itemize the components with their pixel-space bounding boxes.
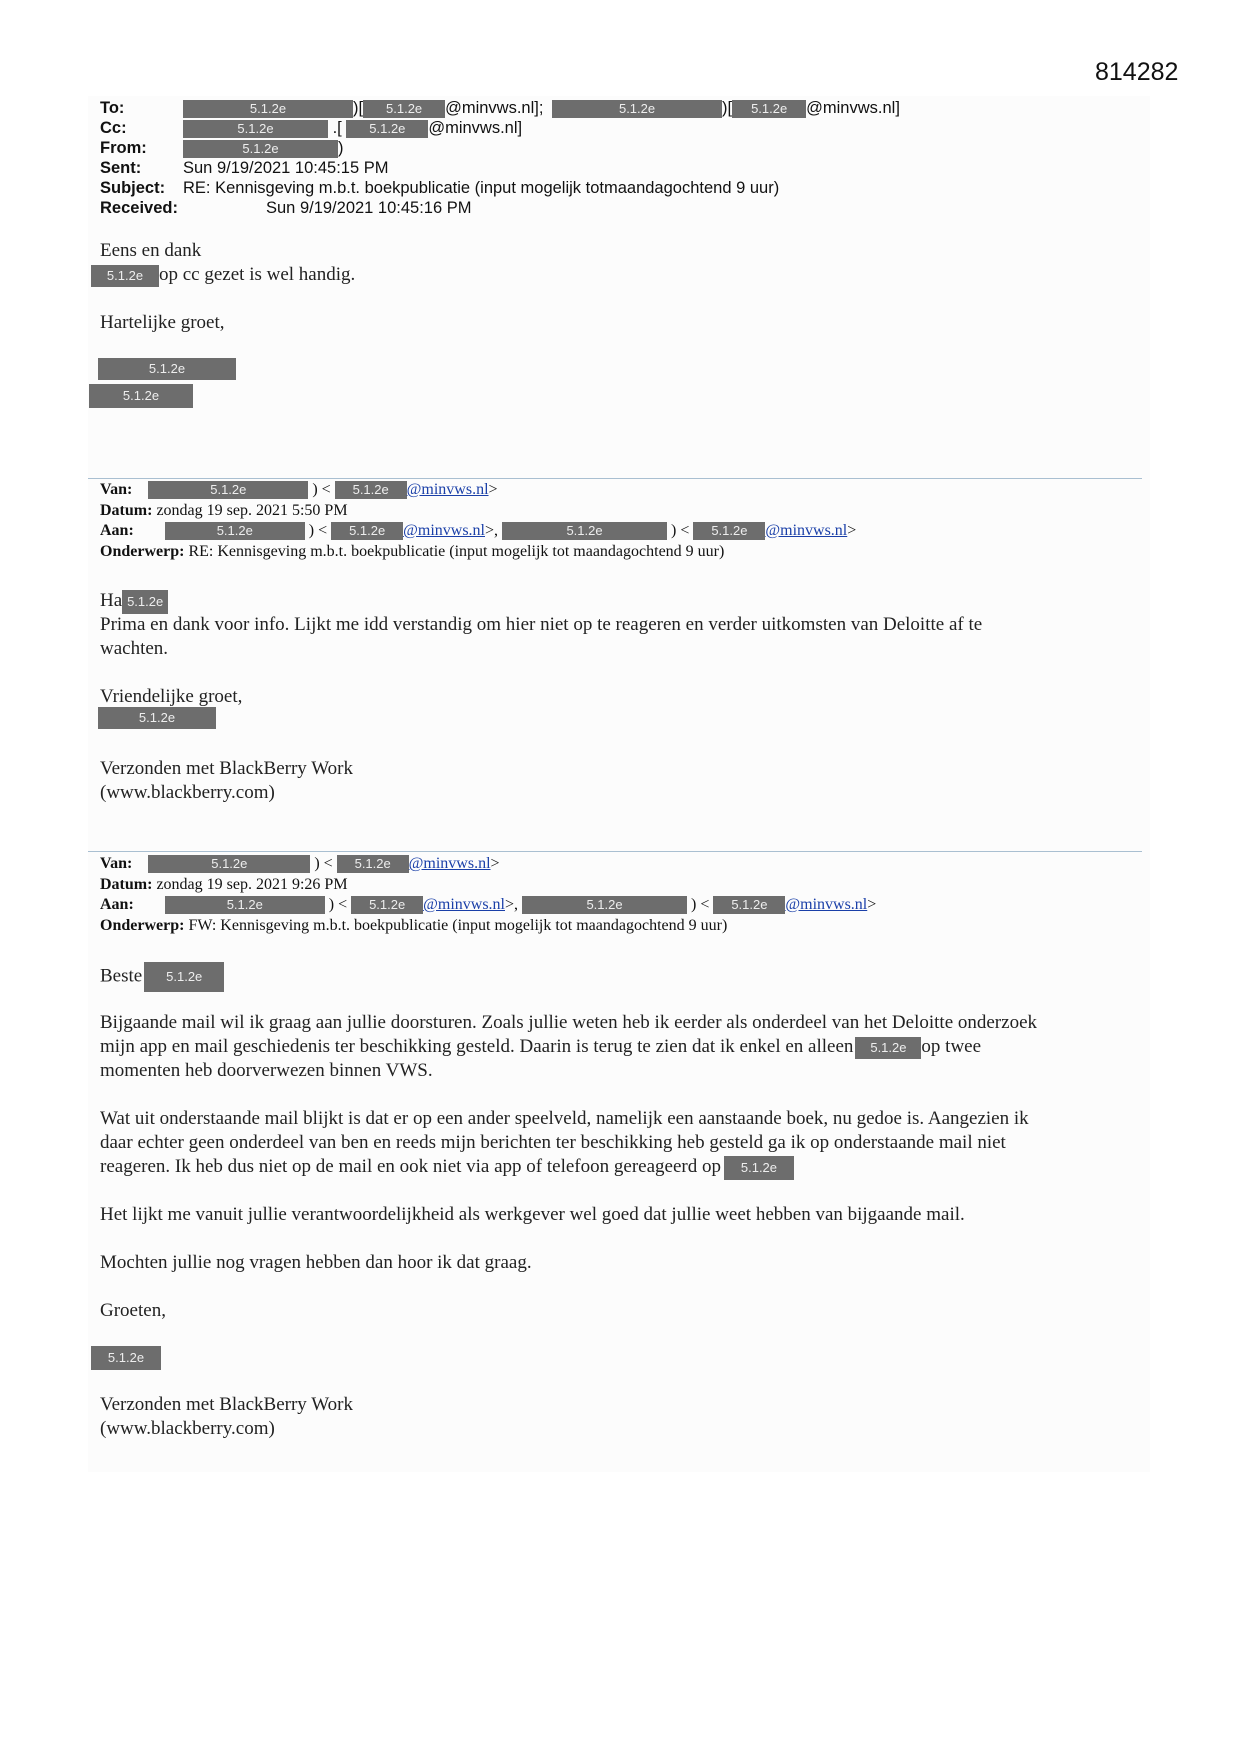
redaction-block: 5.1.2e — [98, 707, 216, 729]
signature-link: (www.blackberry.com) — [100, 1418, 275, 1439]
redaction-block: 5.1.2e — [732, 100, 806, 118]
cc-row: Cc: 5.1.2e .[ 5.1.2e @minvws.nl] — [100, 119, 523, 137]
redaction-block: 5.1.2e — [122, 590, 168, 614]
redaction-block: 5.1.2e — [724, 1156, 794, 1180]
message-line: mijn app en mail geschiedenis ter beschikking gesteld. Daarin is terug te zien dat ik enkel en alleen 5.1.2e op twee — [100, 1036, 982, 1057]
quote-van-row: Van: 5.1.2e ) < 5.1.2e @minvws.nl> — [100, 481, 498, 498]
message-line: Beste 5.1.2e — [100, 962, 224, 992]
message-line: 5.1.2e op cc gezet is wel handig. — [91, 263, 355, 287]
sent-label: Sent: — [100, 159, 142, 177]
redaction-block: 5.1.2e — [713, 896, 785, 914]
sent-row — [100, 158, 1100, 178]
received-label: Received: — [100, 199, 178, 217]
message-line: Wat uit onderstaande mail blijkt is dat er op een ander speelveld, namelijk een aanstaande boek, nu gedoe is. Aangezien ik — [100, 1108, 1029, 1129]
redaction-block: 5.1.2e — [335, 481, 407, 499]
received-row — [100, 198, 1100, 218]
message-line: reageren. Ik heb dus niet op de mail en ook niet via app of telefoon gereageerd op 5.1.2e — [100, 1155, 1140, 1180]
quote-van-row: Van: 5.1.2e ) < 5.1.2e @minvws.nl> — [100, 855, 500, 872]
redaction-block: 5.1.2e — [89, 384, 193, 408]
to-row: To: 5.1.2e )[ 5.1.2e @minvws.nl]; 5.1.2e )[ 5.1.2e @minvws.nl] — [100, 99, 900, 117]
redaction-block: 5.1.2e — [91, 1346, 161, 1370]
subject-value: RE: Kennisgeving m.b.t. boekpublicatie (input mogelijk totmaandagochtend 9 uur) — [183, 179, 780, 197]
closing: Groeten, — [100, 1300, 166, 1321]
message-line: Mochten jullie nog vragen hebben dan hoor ik dat graag. — [100, 1252, 532, 1273]
message-line: Prima en dank voor info. Lijkt me idd verstandig om hier niet op te reageren en verder uitkomsten van Deloitte af te — [100, 614, 983, 635]
redaction-block: 5.1.2e — [522, 896, 687, 914]
redaction-block: 5.1.2e — [331, 522, 403, 540]
redaction-block: 5.1.2e — [693, 522, 765, 540]
separator — [88, 851, 1142, 852]
redaction-block: 5.1.2e — [165, 522, 305, 540]
redaction-block: 5.1.2e — [855, 1037, 921, 1059]
quote-aan-row: Aan: 5.1.2e ) < 5.1.2e @minvws.nl>, 5.1.2e ) < 5.1.2e @minvws.nl> — [100, 896, 877, 913]
redaction-block: 5.1.2e — [337, 855, 409, 873]
quote-onderwerp-row: Onderwerp: RE: Kennisgeving m.b.t. boekpublicatie (input mogelijk tot maandagochtend 9 uur) — [100, 543, 725, 560]
redaction-block: 5.1.2e — [98, 358, 236, 380]
cc-domain: @minvws.nl] — [428, 119, 523, 137]
redaction-block: 5.1.2e — [183, 120, 328, 138]
cc-label: Cc: — [100, 119, 127, 137]
subject-label: Subject: — [100, 179, 166, 197]
redaction-block: 5.1.2e — [144, 962, 224, 992]
signature-link: (www.blackberry.com) — [100, 782, 275, 803]
redaction-block: 5.1.2e — [363, 100, 445, 118]
redaction-block: 5.1.2e — [91, 265, 159, 287]
message-line: momenten heb doorverwezen binnen VWS. — [100, 1060, 433, 1081]
message-line: Ha 5.1.2e — [100, 589, 168, 614]
redaction-block: 5.1.2e — [346, 120, 428, 138]
email-link[interactable]: @minvws.nl — [765, 522, 848, 539]
greeting: Hartelijke groet, — [100, 312, 225, 333]
message-line: daar echter geen onderdeel van ben en reeds mijn berichten ter beschikking heb gesteld ga ik op onderstaande mail niet — [100, 1132, 1006, 1153]
quote-onderwerp-row: Onderwerp: FW: Kennisgeving m.b.t. boekpublicatie (input mogelijk tot maandagochtend 9 uur) — [100, 917, 728, 934]
to-domain: @minvws.nl]; — [445, 99, 544, 117]
document-number: 814282 — [1095, 58, 1179, 86]
to-label: To: — [100, 99, 125, 117]
quote-aan-row: Aan: 5.1.2e ) < 5.1.2e @minvws.nl>, 5.1.2e ) < 5.1.2e @minvws.nl> — [100, 522, 857, 539]
email-link[interactable]: @minvws.nl — [785, 896, 868, 913]
email-link[interactable]: @minvws.nl — [403, 522, 485, 539]
message-line: Eens en dank — [100, 240, 202, 261]
redaction-block: 5.1.2e — [502, 522, 667, 540]
from-row: From: 5.1.2e ) — [100, 139, 344, 157]
message-line: Bijgaande mail wil ik graag aan jullie doorsturen. Zoals jullie weten heb ik eerder als onderdeel van het Deloitte onderzoek — [100, 1012, 1038, 1033]
signature-line: Verzonden met BlackBerry Work — [100, 1394, 353, 1415]
to-domain: @minvws.nl] — [806, 99, 900, 117]
email-link[interactable]: @minvws.nl — [423, 896, 505, 913]
subject-row — [100, 178, 1100, 198]
signature-line: Verzonden met BlackBerry Work — [100, 758, 353, 779]
message-line: Het lijkt me vanuit jullie verantwoordelijkheid als werkgever wel goed dat jullie weet hebben van bijgaande mail. — [100, 1204, 965, 1225]
quote-datum-row: Datum: zondag 19 sep. 2021 5:50 PM — [100, 502, 348, 519]
from-label: From: — [100, 139, 147, 157]
sent-value: Sun 9/19/2021 10:45:15 PM — [183, 159, 389, 177]
redaction-block: 5.1.2e — [552, 100, 722, 118]
redaction-block: 5.1.2e — [165, 896, 325, 914]
received-value: Sun 9/19/2021 10:45:16 PM — [266, 199, 472, 217]
redaction-block: 5.1.2e — [183, 140, 338, 158]
quote-datum-row: Datum: zondag 19 sep. 2021 9:26 PM — [100, 876, 348, 893]
email-link[interactable]: @minvws.nl — [408, 855, 491, 872]
email-link[interactable]: @minvws.nl — [406, 481, 489, 498]
redaction-block: 5.1.2e — [351, 896, 423, 914]
email-header — [100, 98, 1100, 218]
closing: Vriendelijke groet, — [100, 686, 243, 707]
redaction-block: 5.1.2e — [148, 481, 308, 499]
redaction-block: 5.1.2e — [148, 855, 310, 873]
message-line: wachten. — [100, 638, 169, 659]
redaction-block: 5.1.2e — [183, 100, 353, 118]
